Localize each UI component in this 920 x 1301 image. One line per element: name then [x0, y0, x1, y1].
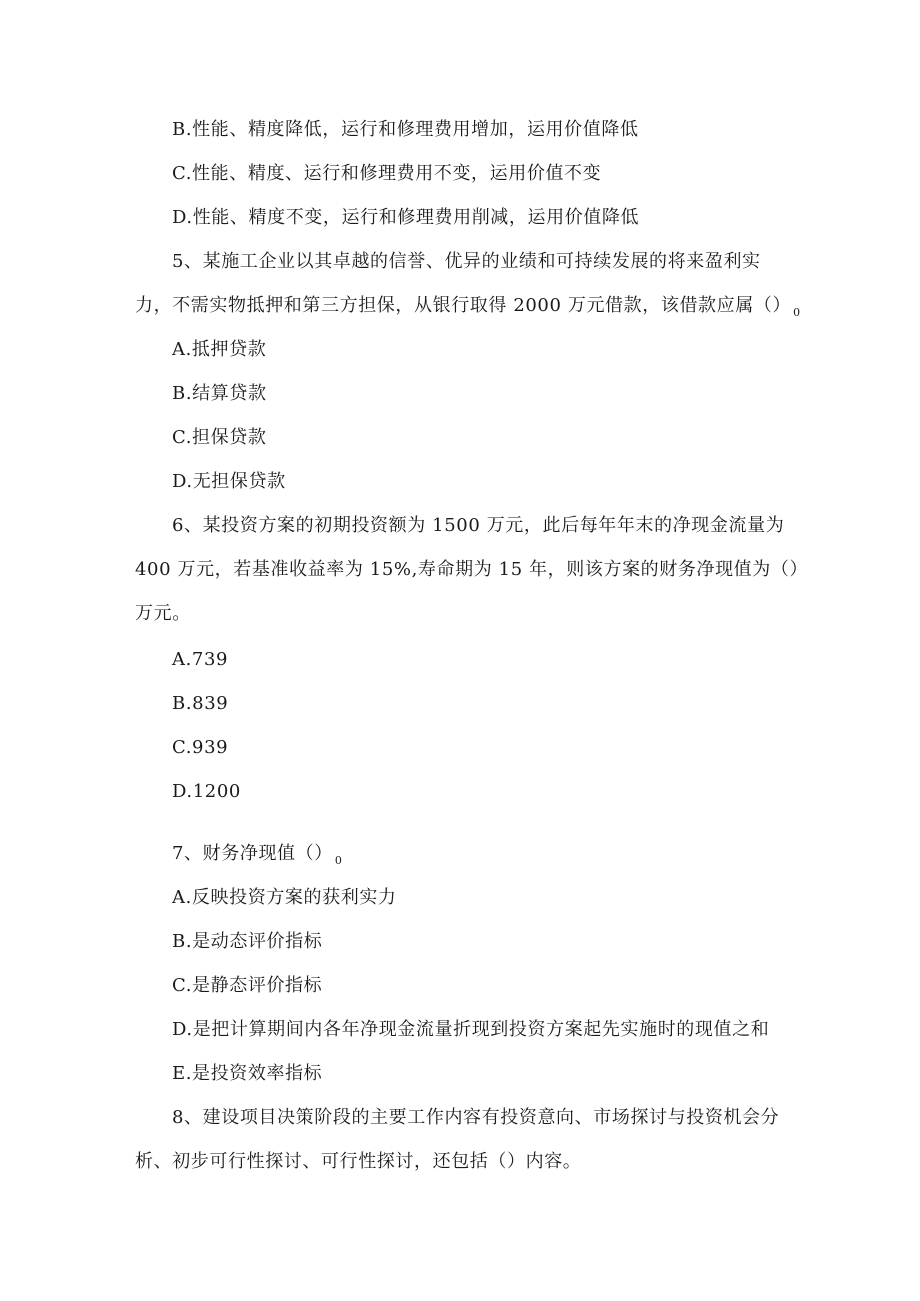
q6-option-a: A.739: [172, 649, 229, 670]
q5-option-c: C.担保贷款: [172, 427, 267, 448]
q7-stem-subscript: 0: [334, 854, 342, 867]
q8-stem-line-1: 8、建设项目决策阶段的主要工作内容有投资意向、市场探讨与投资机会分: [172, 1107, 780, 1128]
q6-stem-line-3: 万元。: [135, 603, 191, 624]
q5-stem-subscript: 0: [793, 306, 801, 319]
q4-option-c: C.性能、精度、运行和修理费用不变，运用价值不变: [172, 163, 602, 184]
q6-stem-line-1: 6、某投资方案的初期投资额为 1500 万元，此后每年年末的净现金流量为: [172, 515, 785, 536]
q8-stem-line-2: 析、初步可行性探讨、可行性探讨，还包括（）内容。: [135, 1151, 582, 1172]
q7-option-b: B.是动态评价指标: [172, 931, 323, 952]
q5-stem-line-1: 5、某施工企业以其卓越的信誉、优异的业绩和可持续发展的将来盈利实: [172, 251, 761, 272]
q5-option-b: B.结算贷款: [172, 383, 267, 404]
q7-option-a: A.反映投资方案的获利实力: [172, 887, 397, 908]
q5-option-d: D.无担保贷款: [172, 471, 286, 492]
q5-option-a: A.抵押贷款: [172, 339, 267, 360]
q4-option-d: D.性能、精度不变，运行和修理费用削减，运用价值降低: [172, 207, 640, 228]
q6-option-d: D.1200: [172, 781, 241, 802]
q6-option-b: B.839: [172, 693, 229, 714]
q7-option-e: E.是投资效率指标: [172, 1063, 323, 1084]
q4-option-b: B.性能、精度降低，运行和修理费用增加，运用价值降低: [172, 119, 639, 140]
q6-stem-line-2: 400 万元，若基准收益率为 15%,寿命期为 15 年，则该方案的财务净现值为（）: [135, 559, 809, 580]
q7-stem-line-1: [172, 841, 342, 874]
q6-option-c: C.939: [172, 737, 229, 758]
q5-stem-text: 力，不需实物抵押和第三方担保，从银行取得 2000 万元借款，该借款应属（）: [135, 295, 792, 316]
q5-stem-line-2: [135, 293, 800, 326]
q7-option-c: C.是静态评价指标: [172, 975, 323, 996]
q7-option-d: D.是把计算期间内各年净现金流量折现到投资方案起先实施时的现值之和: [172, 1019, 770, 1040]
q7-stem-text: 7、财务净现值（）: [172, 843, 333, 864]
